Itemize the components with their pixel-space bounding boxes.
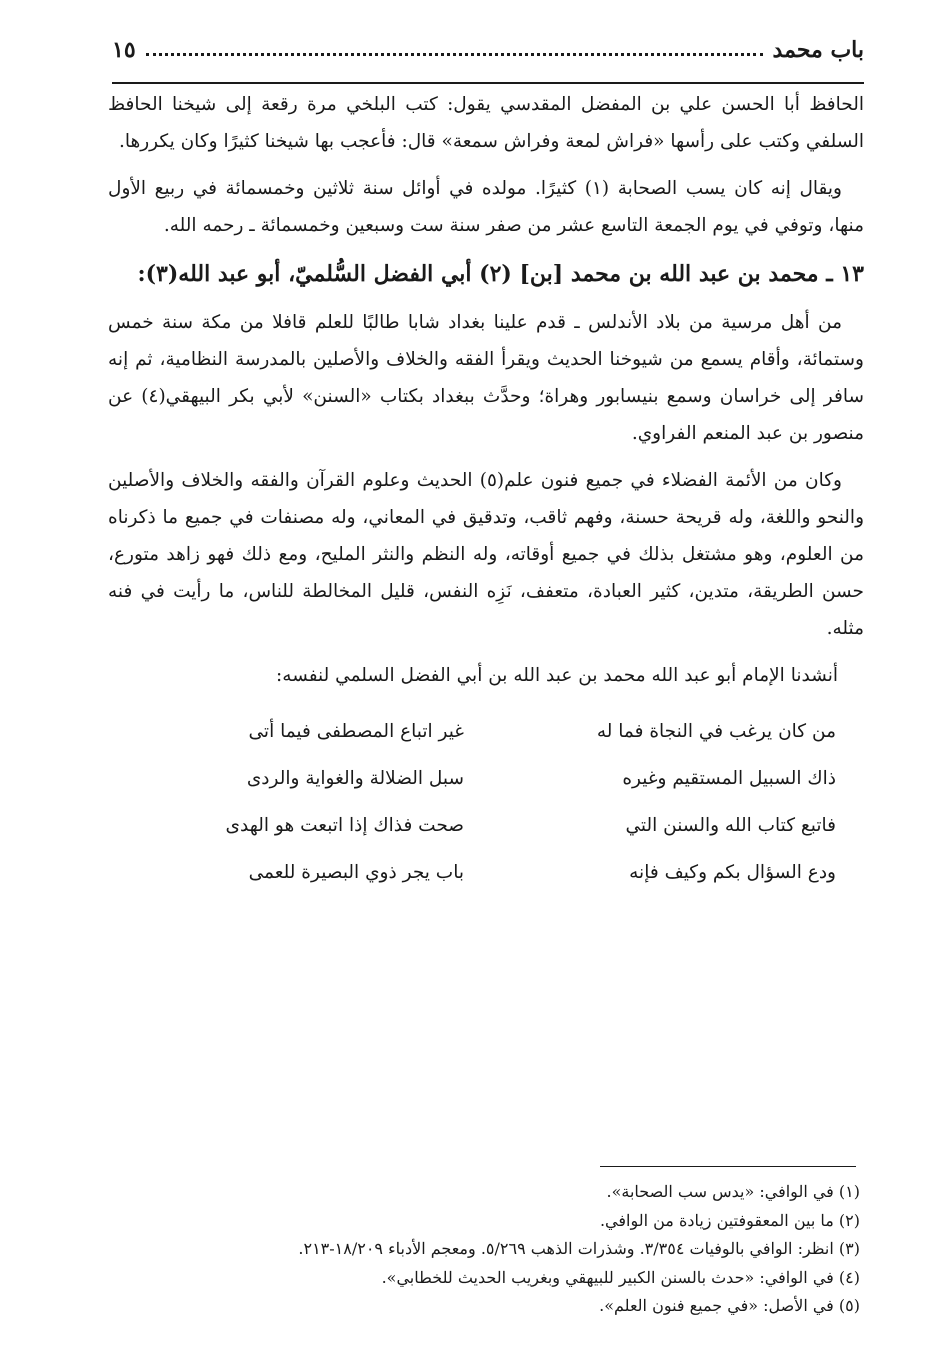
header-rule xyxy=(112,82,864,84)
paragraph-2: ويقال إنه كان يسب الصحابة (١) كثيرًا. مولده في أوائل سنة ثلاثين وخمسمائة في ربيع الأول منها، وتوفي في يوم الجمعة التاسع عشر من صفر سنة ست وسبعين وخمسمائة ـ رحمه الله. xyxy=(108,178,864,236)
verse-first-half: ذاك السبيل المستقيم وغيره xyxy=(622,768,836,789)
poem xyxy=(108,708,864,896)
footnote-5: (٥) في الأصل: «في جميع فنون العلم». xyxy=(599,1296,860,1315)
footnote-1: (١) في الوافي: «يدس سب الصحابة». xyxy=(606,1182,860,1201)
footnote-4: (٤) في الوافي: «حدث بالسنن الكبير للبيهقي وبغريب الحديث للخطابي». xyxy=(381,1267,860,1287)
running-header xyxy=(112,30,864,70)
leader-dots xyxy=(146,45,763,56)
verse-second-half: صحت فذاك إذا اتبعت هو الهدى xyxy=(225,815,464,836)
poem-verse xyxy=(108,849,864,896)
poem-verse xyxy=(108,802,864,849)
verse-first-half: من كان يرغب في النجاة فما له xyxy=(596,721,836,742)
chapter-title: باب محمد xyxy=(772,37,864,63)
poem-verse xyxy=(108,708,864,755)
footnote-rule xyxy=(600,1166,856,1167)
poem-intro: أنشدنا الإمام أبو عبد الله محمد بن عبد الله بن أبي الفضل السلمي لنفسه: xyxy=(276,665,838,686)
paragraph-3: من أهل مرسية من بلاد الأندلس ـ قدم علينا بغداد شابا طالبًا للعلم قافلا من مكة سنة خمس وستمائة، وأقام يسمع من شيوخنا الحديث ويقرأ الفقه والخلاف والأصلين بالمدرسة النظامية، ثم إنه سافر إلى خراسان وسمع بنيسابور وهراة؛ وحدَّث ببغداد بكتاب «السنن» لأبي بكر البيهقي(٤) عن منصور بن عبد المنعم الفراوي. xyxy=(108,312,864,444)
verse-second-half: غير اتباع المصطفى فيما أتى xyxy=(248,721,464,742)
paragraph-4: وكان من الأئمة الفضلاء في جميع فنون علم(٥) الحديث وعلوم القرآن والفقه والخلاف والأصلين والنحو واللغة، وله قريحة حسنة، وفهم ثاقب، وتدقيق في المعاني، وله مصنفات في جميع ما ذكرناه من العلوم، وهو مشتغل بذلك في جميع أوقاته، وله النظم والنثر المليح، ومع ذلك فهو زاهد متورع، حسن الطريقة، متدين، كثير العبادة، متعفف، نَزِه النفس، قليل المخالطة للناس، ما رأيت في فنه مثله. xyxy=(108,470,864,639)
footnotes xyxy=(100,1178,860,1321)
verse-first-half: فاتبع كتاب الله والسنن التي xyxy=(625,815,836,836)
verse-first-half: ودع السؤال بكم وكيف فإنه xyxy=(629,862,836,883)
footnote-3: (٣) انظر: الوافي بالوفيات ٣/٣٥٤. وشذرات الذهب ٥/٢٦٩. ومعجم الأدباء ١٨/٢٠٩-٢١٣. xyxy=(298,1239,860,1258)
verse-second-half: سبل الضلالة والغواية والردى xyxy=(246,768,464,789)
paragraph-1: الحافظ أبا الحسن علي بن المفضل المقدسي يقول: كتب البلخي مرة رقعة إلى شيخنا الحافظ السلفي وكتب على رأسها «فراش لمعة وفراش سمعة» قال: فأعجب بها شيخنا كثيرًا وكان يكررها. xyxy=(108,94,864,152)
page-number: ١٥ xyxy=(112,37,136,63)
main-text xyxy=(108,86,864,896)
footnote-2: (٢) ما بين المعقوفتين زيادة من الوافي. xyxy=(599,1210,860,1230)
poem-verse xyxy=(108,755,864,802)
entry-heading: ١٣ ـ محمد بن عبد الله بن محمد [بن] (٢) أبي الفضل السُّلميّ، أبو عبد الله(٣): xyxy=(137,261,864,287)
verse-second-half: باب يجر ذوي البصيرة للعمى xyxy=(248,862,464,883)
